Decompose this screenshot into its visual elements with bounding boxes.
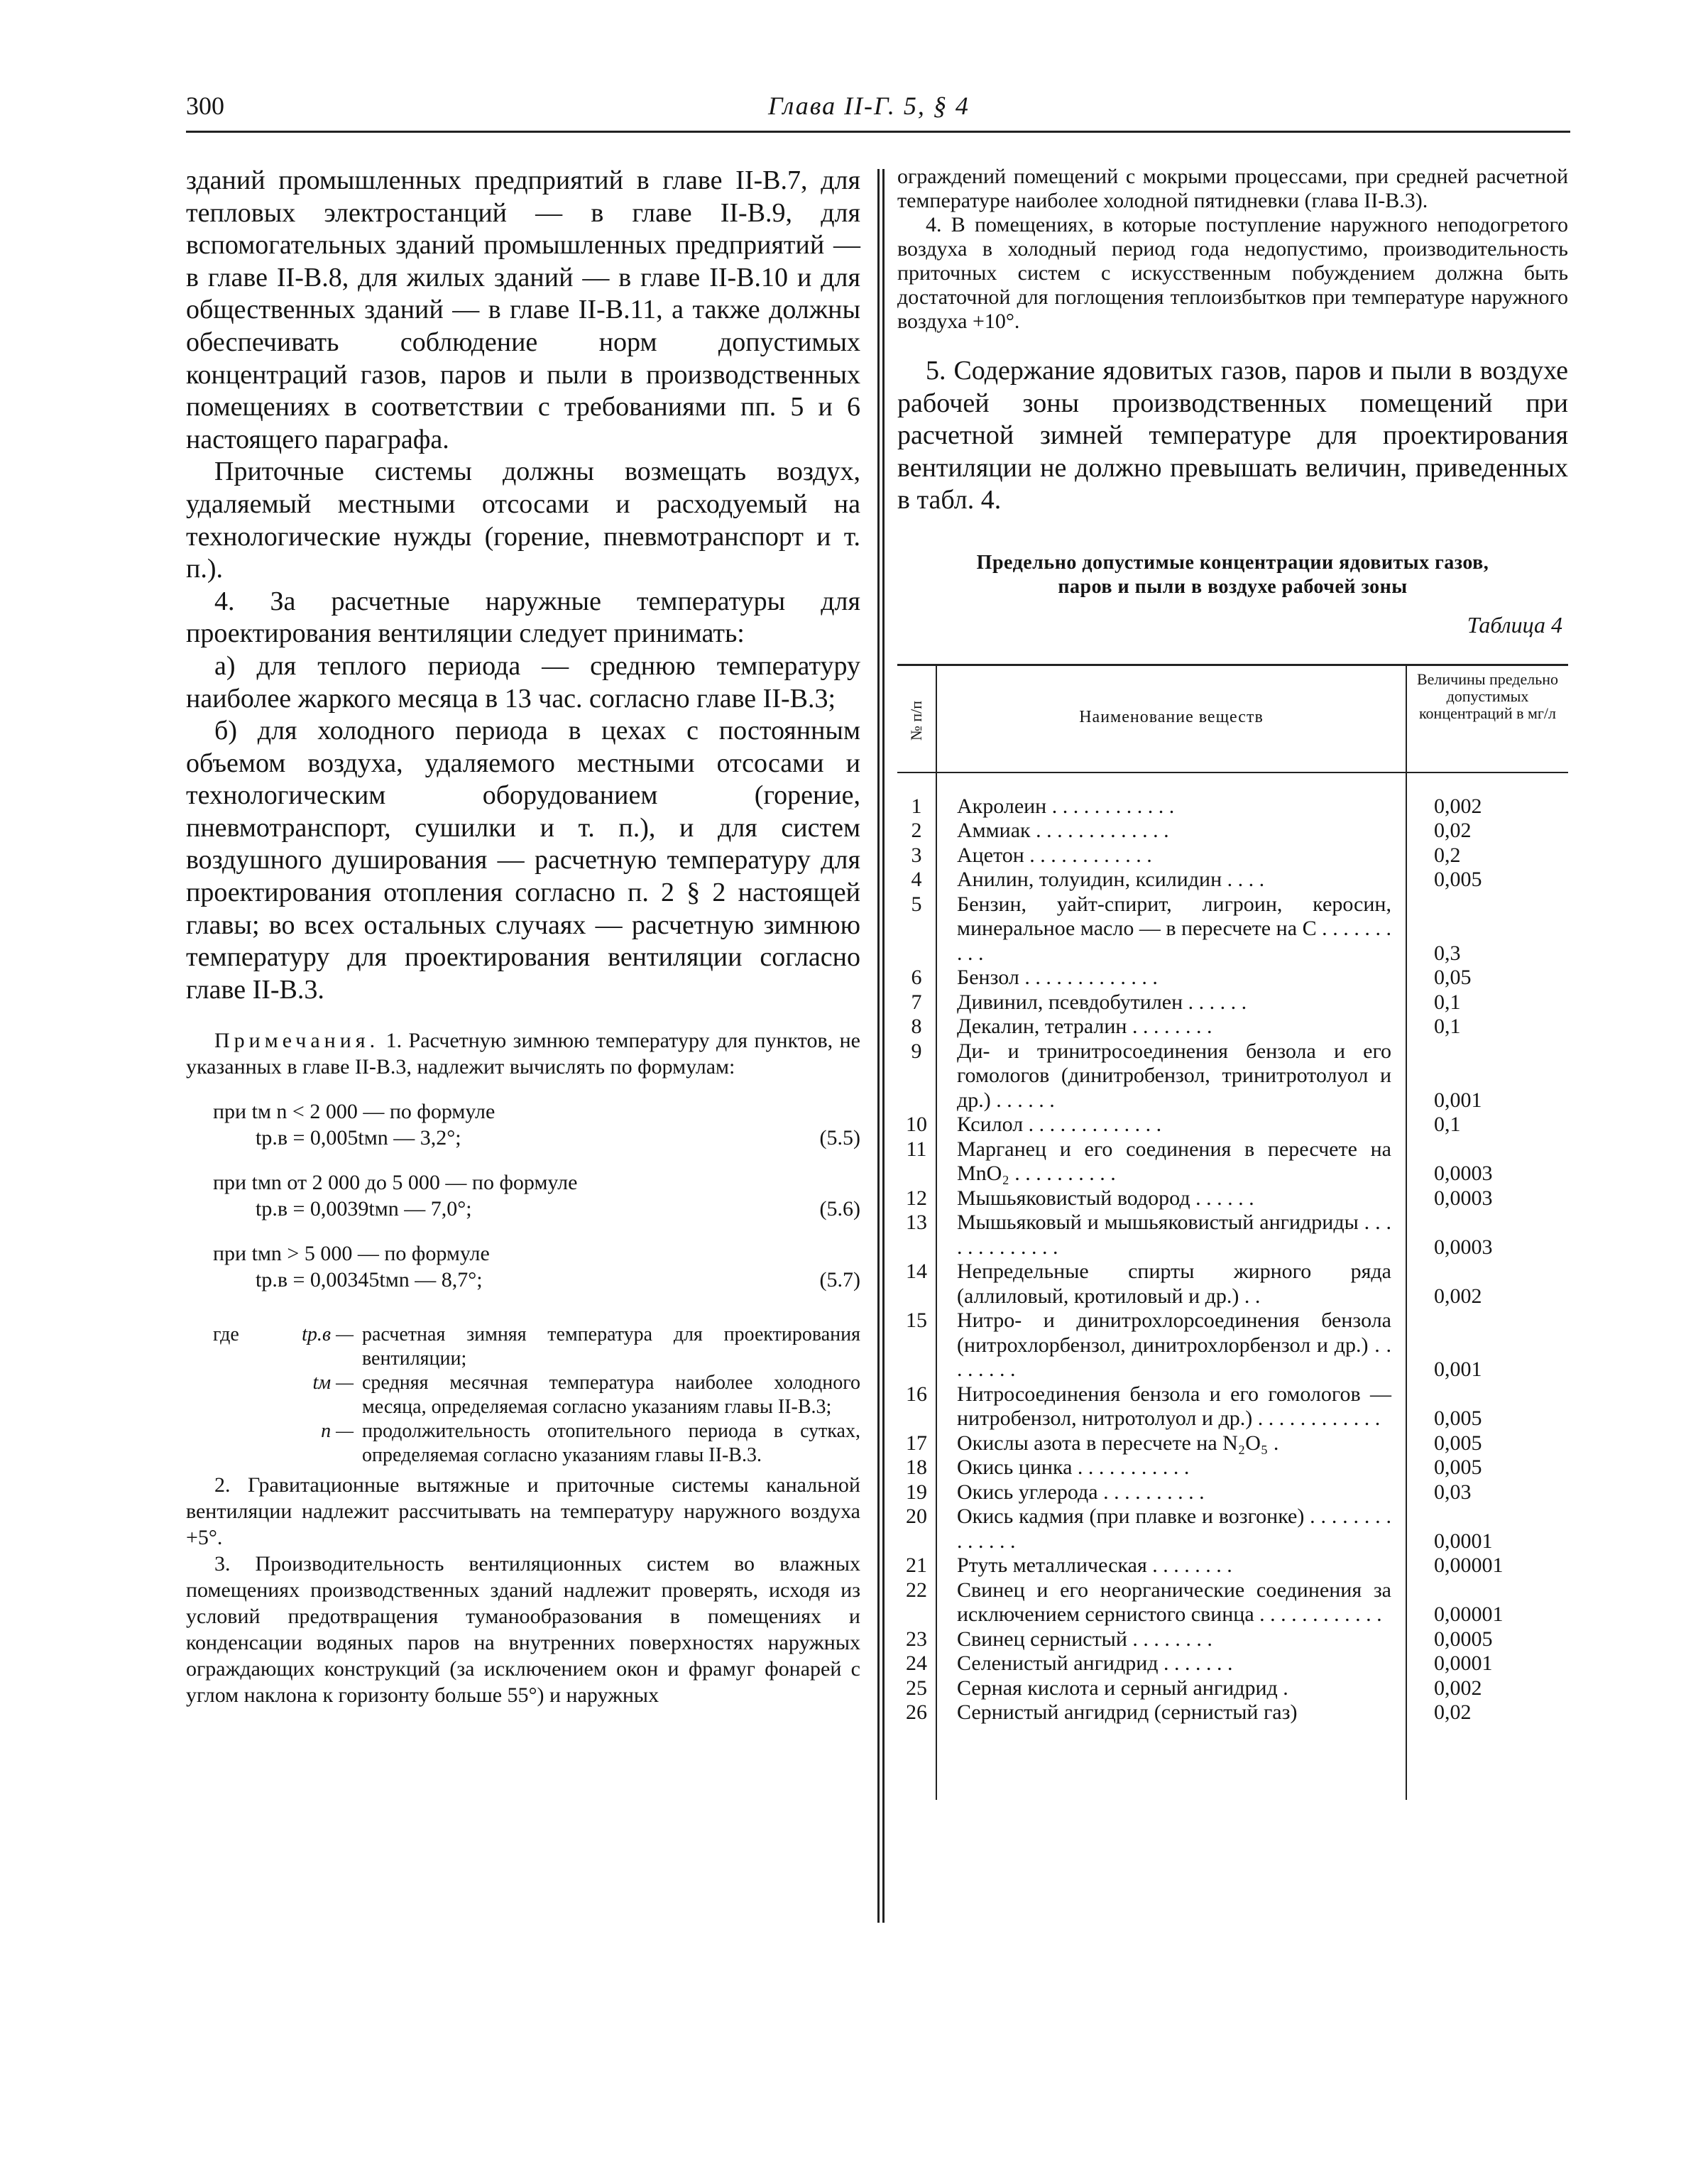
formula-5-7 (186, 1240, 860, 1293)
concentration-value: 0,0001 (1434, 1651, 1493, 1676)
concentration-value: 0,0001 (1434, 1529, 1493, 1553)
table-row (897, 1700, 1568, 1725)
where-block (186, 1323, 860, 1468)
substance-name: Ксилол . . . . . . . . . . . . . (957, 1113, 1162, 1137)
concentration-value: 0,0003 (1434, 1235, 1493, 1259)
table-row (897, 892, 1568, 966)
paragraph: 4. За расчетные наружные температуры для проектирования вентиляции следует принимать: (186, 586, 860, 649)
where-text: продолжительность отопительного периода в сутках, определяемая согласно указаниям главы II-В.3. (362, 1420, 860, 1467)
formula-expression: tр.в = 0,005tмn — 3,2°; (256, 1126, 461, 1150)
substance-name: Акролеин . . . . . . . . . . . . (957, 794, 1175, 818)
concentration-value: 0,001 (1434, 1088, 1482, 1112)
concentration-value: 0,2 (1434, 843, 1461, 867)
substance-name: Непредельные спирты жирного ряда (аллиловый, кротиловый и др.) . . (957, 1260, 1391, 1308)
row-number: 9 (911, 1039, 922, 1063)
table-row (897, 1431, 1568, 1456)
concentration-value: 0,001 (1434, 1358, 1482, 1382)
column-header-value: Величины предельно допустимых концентраций в мг/л (1416, 670, 1559, 722)
row-number: 3 (911, 843, 922, 867)
row-number: 23 (906, 1627, 927, 1651)
substance-name: Бензол . . . . . . . . . . . . . (957, 966, 1158, 990)
table-title: Предельно допустимые концентрации ядовитых газов, паров и пыли в воздухе рабочей зоны (976, 551, 1489, 598)
table-row (897, 1260, 1568, 1309)
concentration-value: 0,1 (1434, 1015, 1461, 1039)
table-header-rule (897, 772, 1568, 773)
column-header-name: Наименование веществ (1079, 708, 1264, 727)
table-row (897, 1456, 1568, 1480)
paragraph: зданий промышленных предприятий в главе II-В.7, для тепловых электростанций — в главе II-В.9, для вспомогательных зданий промышленных предприятий — в главе II-В.8, для жилых зданий — в главе II-В.10 и для общественных зданий — в главе II-В.11, а также должны обеспечивать соблюдение норм допустимых концентраций газов, паров и пыли в производственных помещениях в соответствии с требованиями пп. 5 и 6 настоящего параграфа. (186, 165, 860, 454)
substance-name: Ацетон . . . . . . . . . . . . (957, 843, 1152, 867)
concentration-value: 0,00001 (1434, 1602, 1504, 1627)
where-text: средняя месячная температура наиболее холодного месяца, определяемая согласно указаниям главы II-В.3; (362, 1372, 860, 1419)
substance-name: Мышьяковистый водород . . . . . . (957, 1186, 1254, 1210)
table-row (897, 990, 1568, 1015)
table-row (897, 843, 1568, 868)
table-row (897, 1554, 1568, 1578)
substance-name: Нитро- и динитрохлорсоединения бензола (нитрохлорбензол, динитрохлорбензол и др.) . . . . . . . . (957, 1309, 1391, 1382)
row-number: 19 (906, 1480, 927, 1504)
substance-name: Марганец и его соединения в пересчете на MnO₂ . . . . . . . . . . (957, 1137, 1391, 1186)
row-number: 21 (906, 1554, 927, 1578)
concentration-value: 0,0003 (1434, 1162, 1493, 1186)
table-row (897, 795, 1568, 819)
table-row (897, 1480, 1568, 1505)
concentration-value: 0,002 (1434, 794, 1482, 818)
notes-block (186, 1027, 860, 1708)
table-row (897, 966, 1568, 990)
row-number: 22 (906, 1578, 927, 1602)
substance-name: Аммиак . . . . . . . . . . . . . (957, 819, 1169, 843)
where-label: где (213, 1323, 239, 1346)
row-number: 17 (906, 1431, 927, 1455)
page-number: 300 (186, 92, 224, 120)
paragraph: б) для холодного периода в цехах с постоянным объемом воздуха, удаляемого местными отсосами и технологическим оборудованием (горение, пневмотранспорт, сушилки и т. п.), и для систем воздушного душирования — расчетную температуру для проектирования отопления согласно п. 2 § 2 настоящей главы; во всех остальных случаях — расчетную зимнюю температуру для проектирования вентиляции согласно главе II-В.3. (186, 716, 860, 1005)
where-symbol: tм — (312, 1372, 354, 1394)
row-number: 24 (906, 1651, 927, 1676)
paragraph: а) для теплого периода — среднюю температуру наиболее жаркого месяца в 13 час. согласно главе II-В.3; (186, 650, 860, 714)
where-item (186, 1371, 860, 1419)
where-item (186, 1419, 860, 1468)
concentration-value: 0,002 (1434, 1284, 1482, 1308)
notes-continued (186, 1472, 860, 1708)
row-number: 2 (911, 819, 922, 843)
note-2: 2. Гравитационные вытяжные и приточные системы канальной вентиляции надлежит рассчитывать на температуру наружного воздуха +5°. (186, 1473, 860, 1550)
row-number: 4 (911, 868, 922, 892)
substance-name: Окислы азота в пересчете на N₂O₅ . (957, 1431, 1279, 1455)
substance-name: Селенистый ангидрид . . . . . . . (957, 1651, 1233, 1676)
table-row (897, 868, 1568, 892)
substance-name: Ди- и тринитросоединения бензола и его гомологов (динитробензол, тринитротолуол и др.) . . . . . . (957, 1039, 1391, 1112)
formula-number: (5.5) (819, 1126, 860, 1150)
table-row (897, 1505, 1568, 1554)
row-number: 11 (906, 1137, 927, 1161)
concentration-value: 0,1 (1434, 1113, 1461, 1137)
concentration-value: 0,00001 (1434, 1554, 1504, 1578)
row-number: 1 (911, 794, 922, 818)
row-number: 18 (906, 1456, 927, 1480)
table-label: Таблица 4 (1467, 611, 1562, 638)
note-1-text: 1. Расчетную зимнюю температуру для пунктов, не указанных в главе II-В.3, надлежит вычислять по формулам: (186, 1029, 860, 1079)
formula-5-5 (186, 1098, 860, 1151)
column-header-number: № п/п (907, 700, 925, 741)
right-column (897, 165, 1568, 1821)
formula-condition: при tмn > 5 000 — по формуле (213, 1242, 490, 1266)
table-row (897, 1211, 1568, 1260)
formula-condition: при tмn от 2 000 до 5 000 — по формуле (213, 1171, 578, 1195)
concentration-value: 0,03 (1434, 1480, 1472, 1504)
table-row (897, 1137, 1568, 1186)
row-number: 10 (906, 1113, 927, 1137)
formula-condition: при tм n < 2 000 — по формуле (213, 1100, 495, 1124)
page-header (186, 91, 1570, 131)
substance-name: Бензин, уайт-спирит, лигроин, керосин, минеральное масло — в пересчете на С . . . . . . . . . . (957, 892, 1391, 965)
table-row (897, 1382, 1568, 1431)
substance-name: Серная кислота и серный ангидрид . (957, 1676, 1288, 1700)
concentration-value: 0,005 (1434, 868, 1482, 892)
concentration-value: 0,05 (1434, 966, 1472, 990)
table-row (897, 1651, 1568, 1676)
concentration-value: 0,005 (1434, 1431, 1482, 1455)
substance-name: Сернистый ангидрид (сернистый газ) (957, 1700, 1298, 1725)
where-text: расчетная зимняя температура для проектирования вентиляции; (362, 1323, 860, 1370)
table-row (897, 1627, 1568, 1652)
substance-name: Анилин, толуидин, ксилидин . . . . (957, 868, 1265, 892)
note-1 (186, 1027, 860, 1080)
row-number: 8 (911, 1015, 922, 1039)
formula-5-6 (186, 1169, 860, 1222)
substance-name: Свинец сернистый . . . . . . . . (957, 1627, 1212, 1651)
substance-name: Окись цинка . . . . . . . . . . . (957, 1456, 1190, 1480)
concentration-table (897, 664, 1568, 1821)
row-number: 20 (906, 1505, 927, 1529)
running-head: Глава II-Г. 5, § 4 (768, 92, 970, 120)
concentration-value: 0,0005 (1434, 1627, 1493, 1651)
concentration-value: 0,02 (1434, 1700, 1472, 1725)
concentration-value: 0,002 (1434, 1676, 1482, 1700)
row-number: 25 (906, 1676, 927, 1700)
substance-name: Мышьяковый и мышьяковистый ангидриды . . . . . . . . . . . . . (957, 1211, 1391, 1259)
formula-expression: tр.в = 0,0039tмn — 7,0°; (256, 1197, 472, 1221)
table-row (897, 1039, 1568, 1113)
table-row (897, 1113, 1568, 1137)
substance-name: Дивинил, псевдобутилен . . . . . . (957, 990, 1247, 1014)
substance-name: Свинец и его неорганические соединения за исключением сернистого свинца . . . . . . . . . . . . (957, 1578, 1391, 1627)
table-row (897, 1015, 1568, 1039)
row-number: 16 (906, 1382, 927, 1406)
table-row (897, 1309, 1568, 1382)
formula-expression: tр.в = 0,00345tмn — 8,7°; (256, 1268, 483, 1292)
row-number: 5 (911, 892, 922, 916)
row-number: 13 (906, 1211, 927, 1235)
row-number: 6 (911, 966, 922, 990)
substance-name: Ртуть металлическая . . . . . . . . (957, 1554, 1232, 1578)
table-row (897, 1186, 1568, 1211)
where-symbol: n — (321, 1420, 354, 1443)
substance-name: Декалин, тетралин . . . . . . . . (957, 1015, 1212, 1039)
substance-name: Окись кадмия (при плавке и возгонке) . . . . . . . . . . . . . . (957, 1505, 1391, 1553)
substance-name: Окись углерода . . . . . . . . . . (957, 1480, 1205, 1504)
formula-number: (5.7) (819, 1268, 860, 1292)
notes-label: Примечания. (214, 1029, 380, 1053)
where-symbol: tр.в — (302, 1323, 354, 1346)
row-number: 14 (906, 1260, 927, 1284)
table-row (897, 819, 1568, 843)
row-number: 26 (906, 1700, 927, 1725)
column-divider (877, 169, 885, 1923)
concentration-value: 0,005 (1434, 1407, 1482, 1431)
table-row (897, 1578, 1568, 1627)
substance-name: Нитросоединения бензола и его гомологов — нитробензол, нитротолуол и др.) . . . . . . . . . . . . (957, 1382, 1391, 1431)
note-3: 3. Производительность вентиляционных систем во влажных помещениях производственных зданий надлежит проверять, исходя из условий предотвращения туманообразования в помещениях и конденсации водяных паров на внутренних поверхностях наружных ограждающих конструкций (за исключением окон и фрамуг фонарей с углом наклона к горизонту больше 55°) и наружных (186, 1552, 860, 1708)
concentration-value: 0,005 (1434, 1456, 1482, 1480)
concentration-value: 0,02 (1434, 819, 1472, 843)
row-number: 7 (911, 990, 922, 1014)
concentration-value: 0,0003 (1434, 1186, 1493, 1210)
where-item (186, 1323, 860, 1371)
paragraph: Приточные системы должны возмещать воздух, удаляемый местными отсосами и расходуемый на технологические нужды (горение, пневмотранспорт и т. п.). (186, 457, 860, 584)
note-4: 4. В помещениях, в которые поступление наружного неподогретого воздуха в холодный период года недопустимо, производительность приточных систем с искусственным побуждением должна быть достаточной для поглощения теплоизбытков при температуре наружного воздуха +10°. (897, 213, 1568, 333)
row-number: 15 (906, 1309, 927, 1333)
table-row (897, 1676, 1568, 1701)
table-body (897, 795, 1568, 1725)
paragraph-5: 5. Содержание ядовитых газов, паров и пыли в воздухе рабочей зоны производственных помещений при расчетной зимней температуре для проектирования вентиляции не должно превышать величин, приведенных в табл. 4. (897, 356, 1568, 515)
concentration-value: 0,3 (1434, 941, 1461, 965)
row-number: 12 (906, 1186, 927, 1210)
left-column (186, 165, 860, 1708)
note-3-continued: ограждений помещений с мокрыми процессами, при средней расчетной температуре наиболее холодной пятидневки (глава II-В.3). (897, 165, 1568, 212)
formula-number: (5.6) (819, 1197, 860, 1221)
header-rule (186, 131, 1570, 133)
concentration-value: 0,1 (1434, 990, 1461, 1014)
